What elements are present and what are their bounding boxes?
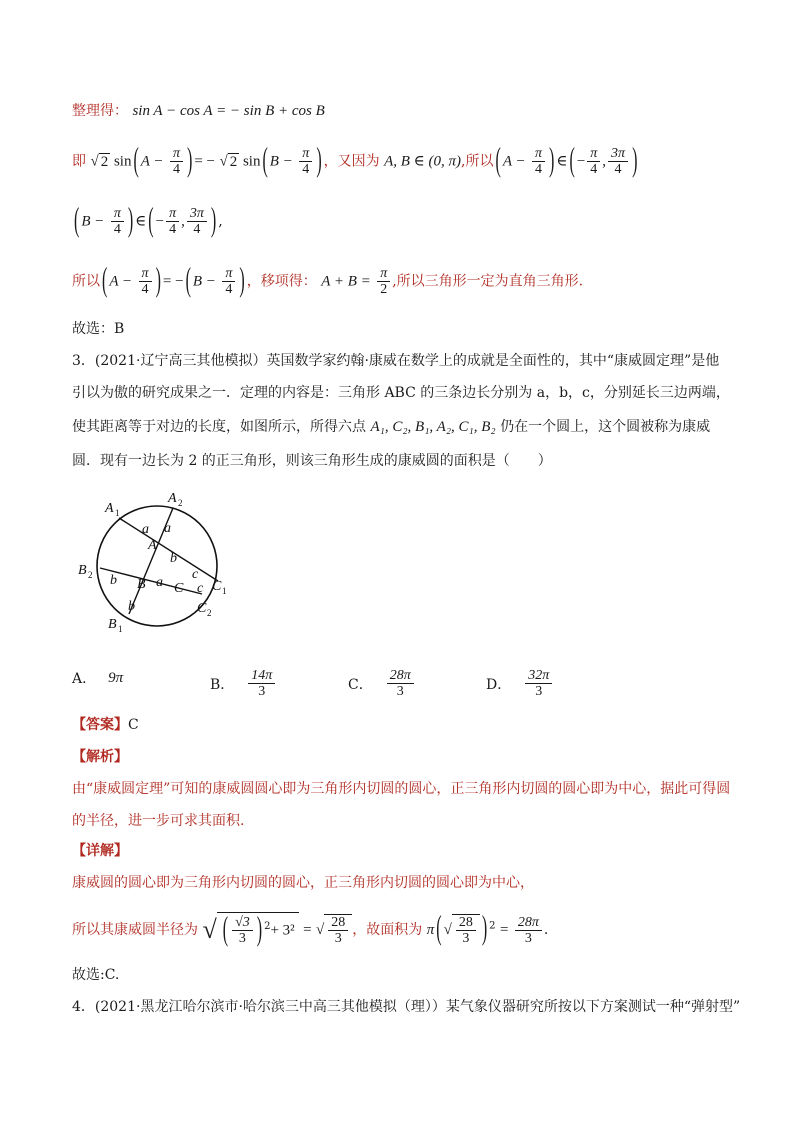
- svg-text:1: 1: [222, 586, 227, 596]
- label-c2: C: [197, 601, 207, 616]
- answer-tag: 【答案】: [72, 717, 128, 733]
- six-points: A₁, C₂, B₁, A₂, C₁, B₂: [370, 419, 496, 435]
- move-terms-label: ，移项得：: [246, 273, 317, 290]
- question-line-3: [72, 418, 710, 436]
- solution-line-1: [72, 102, 325, 120]
- also-because: ，又因为: [323, 153, 380, 170]
- answer-line: [72, 716, 139, 734]
- question-line-2: 引以为傲的研究成果之一．定理的内容是：三角形 ABC 的三条边长分别为 a，b，c，分别延长三边两端，: [72, 385, 730, 401]
- thus-label: 即: [72, 153, 86, 170]
- solution-line-4: 所以 ( A − $\frac{\pi}{4}$ ) = − ( B − $\frac{\pi}{4}$ ) ，移项得： A + B = $\frac{\pi}{2}$ ,所以三角形一定为直角三角形.: [72, 262, 584, 299]
- vertex-a: A: [148, 538, 157, 553]
- so-label: ,所以: [461, 153, 494, 170]
- svg-text:2: 2: [207, 608, 212, 618]
- side-a-2: a: [164, 521, 171, 536]
- question-line-3b: 仍在一个圆上，这个圆被称为康威: [500, 419, 711, 435]
- so-label-2: 所以: [72, 273, 100, 290]
- side-a-3: a: [156, 575, 163, 590]
- question-line-4: 圆．现有一边长为 2 的正三角形，则该三角形生成的康威圆的面积是（ ）: [72, 453, 552, 469]
- side-b-2: b: [110, 573, 117, 588]
- sqrt2-sin-a: √ 2 sin: [90, 153, 132, 170]
- label-a1: A: [105, 501, 114, 516]
- svg-text:1: 1: [115, 508, 120, 518]
- side-c-1: c: [192, 567, 199, 582]
- label-a2: A: [168, 491, 177, 506]
- svg-text:1: 1: [118, 624, 123, 634]
- detail-conclusion: 故选:C.: [72, 967, 120, 983]
- solution-line-3: ( B − $\frac{\pi}{4}$ ) ∈ ( − $\frac{\pi}{4}$ , $\frac{3\pi}{4}$ ) ,: [74, 202, 223, 239]
- analysis-line-2: 的半径，进一步可求其面积.: [72, 813, 245, 829]
- svg-text:2: 2: [178, 498, 183, 508]
- side-a-1: a: [142, 522, 149, 537]
- prev-answer-choice: 故选：B: [72, 321, 125, 337]
- next-question-line: 4．(2021·黑龙江哈尔滨市·哈尔滨三中高三其他模拟（理））某气象仪器研究所按以下方案测试一种“弹射型”: [72, 999, 741, 1015]
- question-line-1: 3．(2021·辽宁高三其他模拟）英国数学家约翰·康威在数学上的成就是全面性的，其中“康威圆定理”是他: [72, 353, 720, 369]
- conway-circle-figure: [72, 488, 232, 638]
- rearrange-expr: sin A − cos A = − sin B + cos B: [132, 103, 325, 119]
- vertex-c: C: [174, 581, 184, 596]
- domain-set: A, B ∈ (0, π): [384, 153, 462, 170]
- svg-text:2: 2: [88, 570, 93, 580]
- question-line-3a: 使其距离等于对边的长度，如图所示，所得六点: [72, 419, 366, 435]
- answer-value: C: [128, 717, 139, 733]
- sum-a-b: A + B =: [321, 273, 371, 290]
- detail-line-2: 所以其康威圆半径为 √ ( $\frac{√3}{3}$ ) $^2$+ 3² = √ $\frac{28}{3}$ ，故面积为 π ( √ $\frac{28}{3}$ ) $^2$ = $\frac{28\pi}{3}$ .: [72, 911, 549, 948]
- analysis-tag: 【解析】: [72, 749, 128, 765]
- rearrange-label: 整理得：: [72, 103, 128, 119]
- label-c1: C: [212, 579, 222, 594]
- pi-over-4: $\frac{\pi}{4}$: [170, 146, 183, 177]
- option-a[interactable]: A． 9π: [72, 669, 124, 687]
- analysis-line-1: 由“康威圆定理”可知的康威圆圆心即为三角形内切圆的圆心，正三角形内切圆的圆心即为中心，据此可得圆: [72, 781, 731, 797]
- label-b1: B: [108, 617, 117, 632]
- side-b-3: b: [128, 599, 135, 614]
- radius-label: 所以其康威圆半径为: [72, 922, 198, 938]
- option-b[interactable]: B． $\frac{14\pi}{3}$: [210, 668, 277, 699]
- vertex-b: B: [137, 577, 146, 592]
- right-triangle-conclusion: ,所以三角形一定为直角三角形.: [392, 273, 584, 290]
- area-label: ，故面积为: [352, 922, 423, 938]
- side-b-1: b: [170, 551, 177, 566]
- label-b2: B: [78, 563, 87, 578]
- option-d[interactable]: D． $\frac{32\pi}{3}$: [486, 668, 554, 699]
- solution-line-2: 即 √ 2 sin ( A − $\frac{\pi}{4}$ ) = − √ 2 sin ( B − $\frac{\pi}{4}$ ) ，又因为 A, B ∈ (0, π),所以 ( A − $\frac{\pi}{4}$ ) ∈ ( − $\frac{\pi}{4}$ , $\frac{3\pi}{4}$ ): [72, 142, 638, 179]
- detail-line-1: 康威圆的圆心即为三角形内切圆的圆心，正三角形内切圆的圆心即为中心，: [72, 875, 534, 891]
- detail-tag: 【详解】: [72, 843, 128, 859]
- side-c-2: c: [197, 581, 204, 596]
- option-c[interactable]: C． $\frac{28\pi}{3}$: [348, 668, 416, 699]
